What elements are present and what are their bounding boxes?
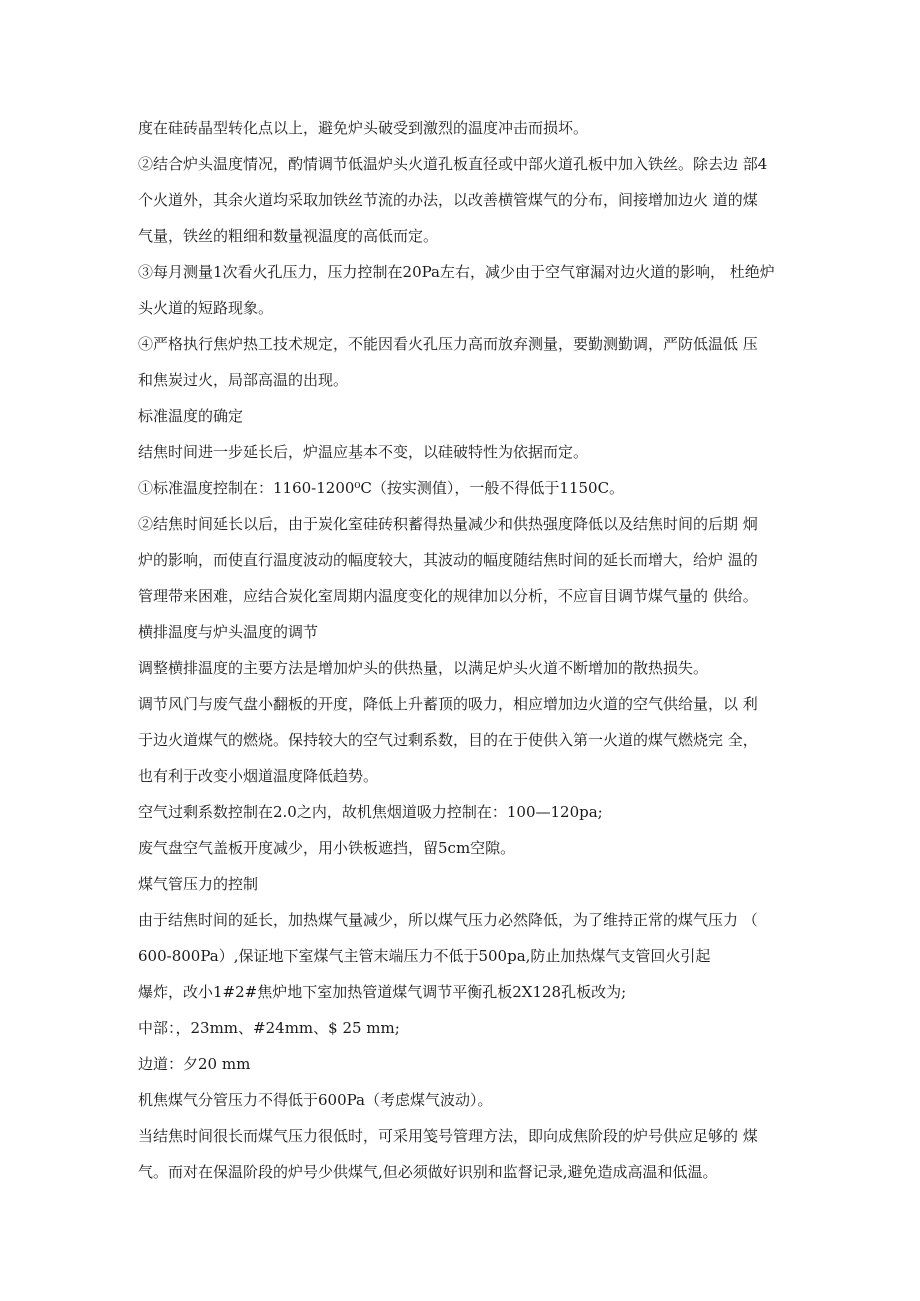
paragraph-line: 调节风门与废气盘小翻板的开度，降低上升蓄顶的吸力，相应增加边火道的空气供给量，以 利 xyxy=(138,695,758,713)
paragraph-line: 600-800Pa）,保证地下室煤气主管末端压力不低于500pa,防止加热煤气支管回火引起 xyxy=(138,947,711,965)
paragraph-line: 空气过剩系数控制在2.0之内，故机焦烟道吸力控制在：100—120pa; xyxy=(138,803,603,821)
paragraph-line: 管理带来困难，应结合炭化室周期内温度变化的规律加以分析，不应盲目调节煤气量的 供给。 xyxy=(138,587,758,605)
paragraph-line: 废气盘空气盖板开度减少，用小铁板遮挡，留5cm空隙。 xyxy=(138,839,516,857)
paragraph-line: 边道：夕20 mm xyxy=(138,1055,251,1073)
paragraph-line: 中部：，23mm、#24mm、$ 25 mm; xyxy=(138,1019,400,1037)
paragraph-line: 结焦时间进一步延长后，炉温应基本不变，以硅破特性为依据而定。 xyxy=(138,443,589,461)
paragraph-line: ①标准温度控制在：1160-1200⁰C（按实测值），一般不得低于1150C。 xyxy=(138,479,625,497)
paragraph-line: 当结焦时间很长而煤气压力很低时，可采用笺号管理方法，即向成焦阶段的炉号供应足够的 煤 xyxy=(138,1127,758,1145)
document-body xyxy=(138,110,786,1190)
paragraph-line: 和焦炭过火，局部高温的出现。 xyxy=(138,371,349,389)
paragraph-line: 气量，铁丝的粗细和数量视温度的高低而定。 xyxy=(138,227,439,245)
paragraph-line: 也有利于改变小烟道温度降低趋势。 xyxy=(138,767,379,785)
section-heading: 标准温度的确定 xyxy=(138,407,244,425)
paragraph-line: 炉的影响，而使直行温度波动的幅度较大，其波动的幅度随结焦时间的延长而增大，给炉 温的 xyxy=(138,551,758,569)
paragraph-line: 机焦煤气分管压力不得低于600Pa（考虑煤气波动）。 xyxy=(138,1091,493,1109)
paragraph-line: 由于结焦时间的延长，加热煤气量减少，所以煤气压力必然降低，为了维持正常的煤气压力 （ xyxy=(138,911,758,929)
paragraph-line: 于边火道煤气的燃烧。保持较大的空气过剩系数，目的在于使供入第一火道的煤气燃烧完 全， xyxy=(138,731,758,749)
paragraph-line: 头火道的短路现象。 xyxy=(138,299,274,317)
paragraph-line: 度在硅砖晶型转化点以上，避免炉头破受到激烈的温度冲击而损坏。 xyxy=(138,119,589,137)
section-heading: 煤气管压力的控制 xyxy=(138,875,259,893)
paragraph-line: ④严格执行焦炉热工技术规定，不能因看火孔压力高而放弃测量，要勤测勤调，严防低温低 压 xyxy=(138,335,758,353)
section-heading: 横排温度与炉头温度的调节 xyxy=(138,623,319,641)
paragraph-line: ②结合炉头温度情况，酌情调节低温炉头火道孔板直径或中部火道孔板中加入铁丝。除去边 部4 xyxy=(138,155,768,173)
paragraph-line: 个火道外，其余火道均采取加铁丝节流的办法，以改善横管煤气的分布，间接增加边火 道的煤 xyxy=(138,191,758,209)
paragraph-line: ③每月测量1次看火孔压力，压力控制在20Pa左右，减少由于空气窜漏对边火道的影响， 杜绝炉 xyxy=(138,263,775,281)
paragraph-line: 爆炸，改小1#2#焦炉地下室加热管道煤气调节平衡孔板2X128孔板改为; xyxy=(138,983,627,1001)
paragraph-line: 气。而对在保温阶段的炉号少供煤气,但必须做好识别和监督记录,避免造成高温和低温。 xyxy=(138,1163,718,1181)
paragraph-line: ②结焦时间延长以后，由于炭化室硅砖积蓄得热量减少和供热强度降低以及结焦时间的后期 炯 xyxy=(138,515,758,533)
paragraph-line: 调整横排温度的主要方法是增加炉头的供热量，以满足炉头火道不断增加的散热损失。 xyxy=(138,659,709,677)
